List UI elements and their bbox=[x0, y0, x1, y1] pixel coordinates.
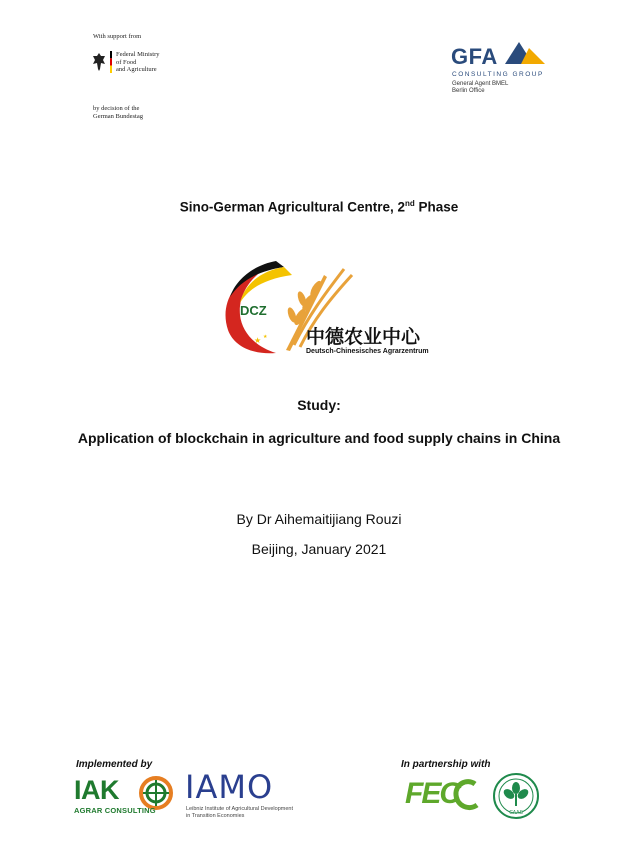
gfa-triangle-icon bbox=[505, 40, 545, 66]
dcz-chinese-name: 中德农业中心 bbox=[306, 326, 421, 348]
dcz-abbr: DCZ bbox=[240, 303, 267, 318]
gfa-agent-info: General Agent BMEL Berlin Office bbox=[452, 81, 509, 94]
fecc-logo-text: FEC bbox=[405, 777, 459, 810]
centre-title: Sino-German Agricultural Centre, 2nd Phase bbox=[179, 199, 459, 215]
author-line: By Dr Aihemaitijiang Rouzi bbox=[236, 511, 402, 527]
study-title: Application of blockchain in agriculture and food supply chains in China bbox=[77, 430, 561, 446]
iak-globe-icon bbox=[139, 776, 173, 810]
german-flag-bar-icon bbox=[110, 51, 112, 73]
bundestag-decision: by decision of the German Bundestag bbox=[93, 105, 144, 120]
dcz-logo bbox=[214, 255, 434, 360]
partnership-label: In partnership with bbox=[401, 759, 491, 770]
study-label: Study: bbox=[297, 397, 341, 413]
implemented-by-label: Implemented by bbox=[76, 759, 153, 770]
gfa-group-label: CONSULTING GROUP bbox=[452, 71, 544, 78]
caas-logo bbox=[492, 772, 540, 820]
support-label: With support from bbox=[93, 33, 142, 40]
iamo-logo-text: IAMO bbox=[185, 768, 274, 806]
ministry-name: Federal Ministry of Food and Agriculture bbox=[116, 51, 160, 73]
gfa-logo-text: GFA bbox=[451, 44, 498, 69]
fecc-ring-icon bbox=[453, 778, 481, 812]
iak-subtitle: AGRAR CONSULTING bbox=[74, 806, 156, 815]
place-date: Beijing, January 2021 bbox=[251, 541, 387, 557]
iak-logo-text: IAK bbox=[74, 775, 119, 805]
caas-label: CAAS bbox=[509, 810, 523, 816]
svg-text:★: ★ bbox=[254, 336, 262, 345]
dcz-german-name: Deutsch-Chinesisches Agrarzentrum bbox=[306, 348, 429, 355]
federal-eagle-icon bbox=[92, 52, 106, 72]
svg-text:★: ★ bbox=[263, 334, 268, 340]
iamo-subtitle: Leibniz Institute of Agricultural Development in Transition Economies bbox=[186, 806, 294, 819]
